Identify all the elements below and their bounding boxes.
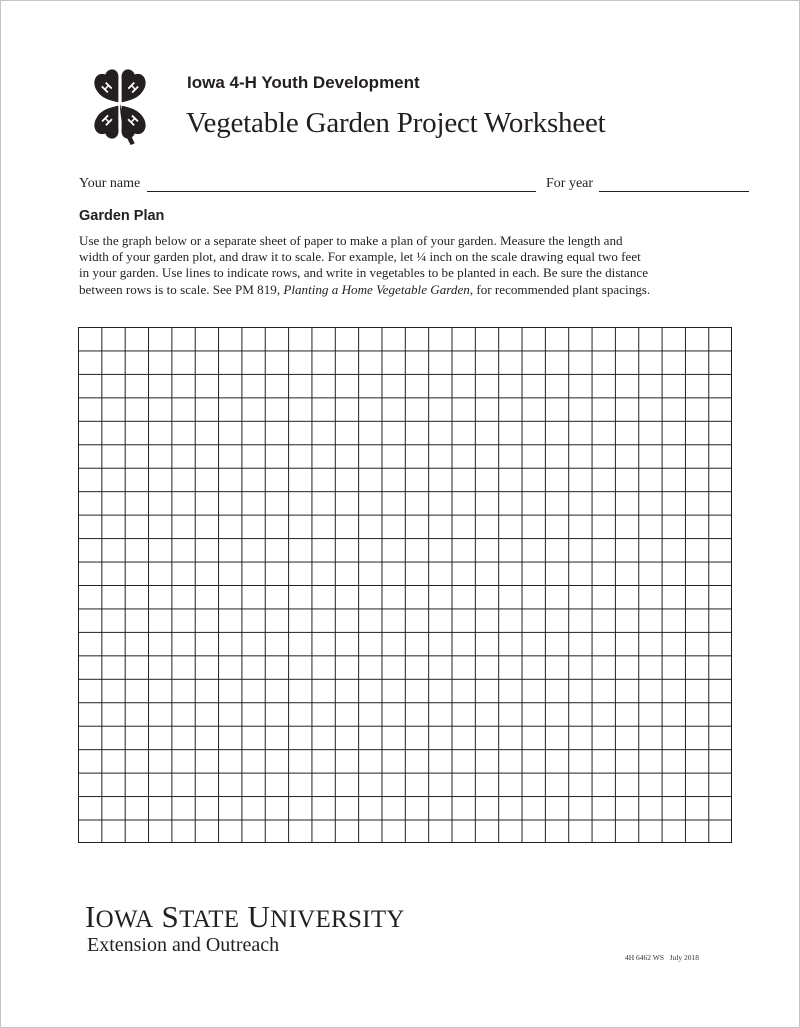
- svg-text:H: H: [98, 79, 116, 96]
- wordmark-rest: NIVERSITY: [270, 906, 405, 933]
- document-code: 4H 6462 WS: [625, 953, 665, 962]
- year-field-label: For year: [546, 176, 594, 191]
- svg-text:H: H: [125, 112, 142, 129]
- document-date: July 2018: [669, 953, 700, 962]
- wordmark-initial: I: [85, 899, 96, 934]
- wordmark-initial: S: [161, 899, 180, 934]
- svg-text:H: H: [124, 79, 142, 96]
- document-id: [625, 953, 699, 962]
- page-title: Vegetable Garden Project Worksheet: [186, 107, 606, 139]
- instruction-line: in your garden. Use lines to indicate rows, and write in vegetables to be planted in each. Be sure the distance: [79, 265, 649, 281]
- instruction-text: , for recommended plant spacings.: [469, 281, 651, 297]
- instruction-line: width of your garden plot, and draw it to scale. For example, let ¼ inch on the scale drawing equal two feet: [79, 249, 641, 265]
- publication-title: Planting a Home Vegetable Garden: [283, 281, 470, 297]
- organization-name: Iowa 4-H Youth Development: [187, 73, 420, 92]
- wordmark-rest: TATE: [179, 906, 240, 933]
- year-field[interactable]: [599, 191, 749, 192]
- svg-text:H: H: [98, 112, 115, 129]
- wordmark-rest: OWA: [95, 906, 154, 933]
- name-field-label: Your name: [79, 176, 141, 191]
- instruction-line: [79, 282, 739, 298]
- name-field[interactable]: [147, 191, 536, 192]
- four-leaf-clover-4h-icon: [79, 63, 161, 145]
- garden-plan-heading: Garden Plan: [79, 208, 165, 224]
- instruction-text: between rows is to scale. See PM 819,: [79, 281, 284, 297]
- garden-graph-grid[interactable]: [78, 327, 732, 843]
- wordmark-initial: U: [247, 899, 271, 934]
- extension-outreach-subtitle: Extension and Outreach: [87, 934, 280, 956]
- instruction-line: Use the graph below or a separate sheet of paper to make a plan of your garden. Measure the length and: [79, 233, 623, 248]
- garden-plan-instructions: [79, 233, 739, 298]
- iowa-state-university-wordmark: [85, 899, 405, 935]
